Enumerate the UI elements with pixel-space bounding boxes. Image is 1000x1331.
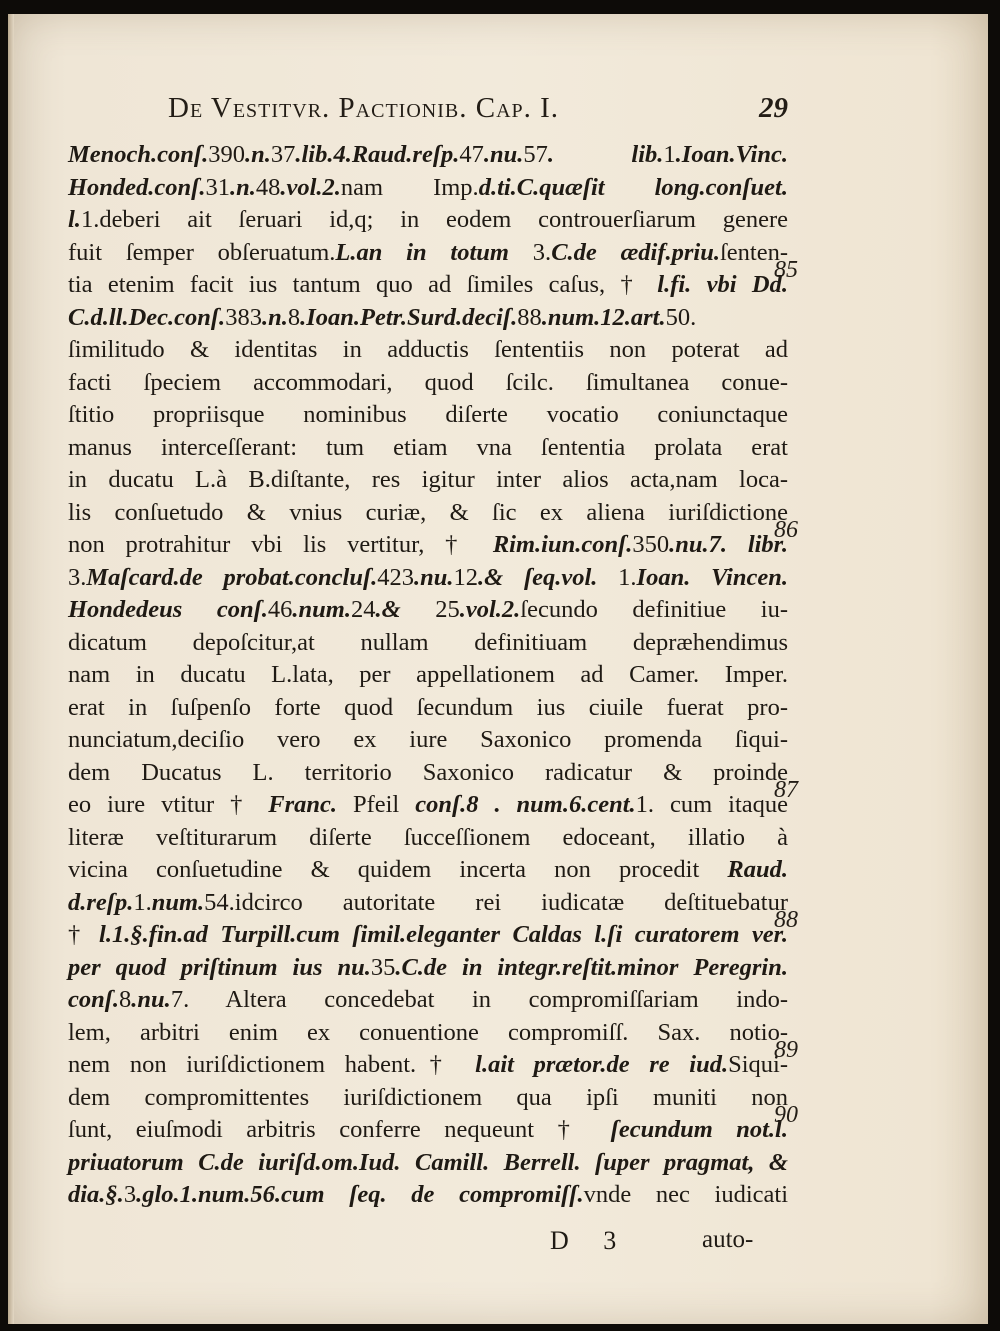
citation-segment: .n. xyxy=(261,303,288,331)
margin-number: 88 xyxy=(774,907,798,933)
citation-segment: .C.de in integr.reſtit.minor Peregrin. xyxy=(395,953,788,981)
page-footer xyxy=(8,1226,988,1266)
text-segment: 31 xyxy=(205,173,230,201)
text-segment: nunciatum,deciſio vero ex iure Saxonico promenda ſiqui- xyxy=(68,726,788,753)
citation-segment: Hondedeus conſ. xyxy=(68,596,268,623)
text-segment: dem compromittentes iuriſdictionem qua ipſi muniti non xyxy=(68,1083,788,1111)
text-line xyxy=(68,952,788,985)
text-segment: lem, arbitri enim ex conuentione compromiſſ. Sax. notio- xyxy=(68,1018,788,1046)
text-segment: dicatum depoſcitur,at nullam definitiuam depræhendimus xyxy=(68,628,788,656)
page-number: 29 xyxy=(759,92,788,124)
text-line xyxy=(68,334,788,367)
text-segment: nam Imp. xyxy=(340,173,479,201)
text-segment: 8 xyxy=(119,986,132,1013)
text-segment: Siqui- xyxy=(728,1051,789,1078)
text-segment: ſecundo definitiue iu- xyxy=(520,596,789,623)
margin-number: 89 xyxy=(774,1037,798,1063)
text-segment: fuit ſemper obſeruatum. xyxy=(68,238,336,266)
text-line xyxy=(68,1147,788,1180)
text-line xyxy=(68,1049,788,1082)
text-segment: 3 xyxy=(123,1181,137,1208)
text-segment: ſunt, eiuſmodi arbitris conferre nequeunt † xyxy=(68,1116,611,1143)
citation-segment: .n. xyxy=(229,173,256,201)
text-segment: 1. xyxy=(133,888,152,916)
citation-segment: Raud. xyxy=(727,856,788,883)
text-line xyxy=(68,919,788,952)
text-segment: lis conſuetudo & vnius curiæ, & ſic ex aliena iuriſdictione xyxy=(68,498,788,526)
citation-segment: l.ait prætor.de re iud. xyxy=(475,1051,729,1078)
citation-segment: Menoch.conſ. xyxy=(68,141,209,168)
citation-segment: ſecundum not.l. xyxy=(610,1116,788,1143)
citation-segment: Maſcard.de probat.concluſ. xyxy=(86,563,378,591)
text-line xyxy=(68,204,788,237)
citation-segment: .Ioan.Petr.Surd.deciſ. xyxy=(300,303,518,331)
text-segment: in ducatu L.à B.diſtante, res igitur inter alios acta,nam loca- xyxy=(68,466,788,493)
citation-segment: .glo.1.num.56.cum ſeq. de compromiſſ. xyxy=(136,1181,584,1208)
text-line xyxy=(68,1017,788,1050)
text-line xyxy=(68,594,788,627)
text-line xyxy=(68,854,788,887)
text-line xyxy=(68,789,788,822)
text-line xyxy=(68,1082,788,1115)
text-line xyxy=(68,887,788,920)
citation-segment: priuatorum C.de iuriſd.om.Iud. Camill. Berrell. ſuper pragmat, & xyxy=(68,1148,788,1176)
text-segment: Pfeil xyxy=(337,791,416,818)
text-segment: 7. Altera concedebat in compromiſſariam indo- xyxy=(170,986,788,1013)
citation-segment: l.fi. vbi Dd. xyxy=(657,271,788,298)
citation-segment: .lib.4.Raud.reſp. xyxy=(295,141,460,168)
citation-segment: .vol.2. xyxy=(459,596,521,623)
text-line xyxy=(68,1114,788,1147)
citation-segment: Rim.iun.conſ. xyxy=(492,531,633,558)
citation-segment: .nu. xyxy=(414,563,454,591)
text-line xyxy=(68,822,788,855)
page-edge xyxy=(8,14,14,1324)
text-segment: 423 xyxy=(377,563,415,591)
citation-segment: Ioan. Vincen. xyxy=(636,563,788,591)
text-line xyxy=(68,139,788,172)
citation-segment: .Ioan.Vinc. xyxy=(675,141,788,168)
margin-number: 85 xyxy=(774,257,798,283)
text-segment: 57 xyxy=(523,141,548,168)
text-segment: 390 xyxy=(208,141,245,168)
text-line xyxy=(68,627,788,660)
text-segment: facti ſpeciem accommodari, quod ſcilc. ſimultanea conue- xyxy=(68,368,788,396)
citation-segment: l. xyxy=(68,206,81,233)
text-segment: 46 xyxy=(267,596,293,623)
citation-segment: C.d.ll.Dec.conſ. xyxy=(68,303,226,331)
text-line xyxy=(68,529,788,562)
text-segment: 35 xyxy=(370,953,396,981)
text-line xyxy=(68,692,788,725)
text-line xyxy=(68,757,788,790)
text-segment: vnde nec iudicati xyxy=(583,1181,788,1208)
citation-segment: . lib. xyxy=(547,141,664,168)
citation-segment: C.de ædif.priu. xyxy=(551,238,720,266)
citation-segment: .& ſeq.vol. xyxy=(478,563,598,591)
citation-segment: .num.12.art. xyxy=(541,303,666,331)
text-segment: 88 xyxy=(517,303,542,331)
text-segment: tia etenim facit ius tantum quo ad ſimiles caſus, † xyxy=(68,271,658,298)
text-segment: 25 xyxy=(435,596,460,623)
citation-segment: conſ.8 . num.6.cent. xyxy=(415,791,636,818)
citation-segment: .vol.2. xyxy=(280,173,341,201)
text-line xyxy=(68,269,788,302)
text-segment: non protrahitur vbi lis vertitur, † xyxy=(68,531,493,558)
text-line xyxy=(68,237,788,270)
citation-segment: L.an in totum xyxy=(335,238,509,266)
citation-segment: Franc. xyxy=(268,791,337,818)
text-segment: ſtitio propriisque nominibus diſerte vocatio coniunctaque xyxy=(68,401,788,428)
citation-segment: .nu. xyxy=(483,141,524,168)
catchword: auto- xyxy=(702,1226,754,1253)
text-line xyxy=(68,432,788,465)
text-line xyxy=(68,497,788,530)
citation-segment: per quod priſtinum ius nu. xyxy=(68,953,371,981)
citation-segment: d.ti.C.quæſit long.conſuet. xyxy=(478,173,788,201)
citation-segment: dia.§. xyxy=(68,1181,124,1208)
running-title: De Vestitvr. Pactionib. Cap. I. xyxy=(168,92,560,124)
text-segment: vicina conſuetudine & quidem incerta non procedit xyxy=(68,856,728,883)
text-segment: 383 xyxy=(225,303,262,331)
citation-segment: num. xyxy=(151,888,205,916)
text-segment: nam in ducatu L.lata, per appellationem ad Camer. Imper. xyxy=(68,661,788,688)
text-line xyxy=(68,562,788,595)
text-segment: manus interceſſerant: tum etiam vna ſententia prolata erat xyxy=(68,433,788,461)
text-line xyxy=(68,659,788,692)
text-line xyxy=(68,724,788,757)
text-segment: nem non iuriſdictionem habent.† xyxy=(68,1051,476,1078)
text-line xyxy=(68,367,788,400)
signature-mark: D 3 xyxy=(550,1226,631,1255)
citation-segment: .nu.7. libr. xyxy=(669,531,788,558)
page-header xyxy=(168,90,788,130)
citation-segment: l.1.§.fin.ad Turpill.cum ſimil.eleganter Caldas l.ſi curatorem ver. xyxy=(99,921,788,948)
text-segment: 54.idcirco autoritate rei iudicatæ deſtituebatur xyxy=(204,888,788,916)
text-line xyxy=(68,1179,788,1212)
text-line xyxy=(68,302,788,335)
book-page xyxy=(8,14,988,1324)
text-segment: 1.deberi ait ſeruari id,q; in eodem controuerſiarum genere xyxy=(80,206,788,233)
text-segment: 1 xyxy=(663,141,676,168)
text-segment: † xyxy=(68,921,100,948)
text-segment: ſimilitudo & identitas in adductis ſententiis non poterat ad xyxy=(68,336,788,363)
citation-segment: .& xyxy=(375,596,436,623)
text-segment: 37 xyxy=(270,141,296,168)
citation-segment: .num. xyxy=(292,596,351,623)
citation-segment: Honded.conſ. xyxy=(68,173,206,201)
citation-segment: .n. xyxy=(244,141,271,168)
citation-segment: d.reſp. xyxy=(68,888,134,916)
body-text xyxy=(68,139,788,1212)
text-line xyxy=(68,984,788,1017)
text-segment: 50. xyxy=(665,303,697,331)
text-segment: ſenten- xyxy=(719,238,789,266)
text-segment: 3. xyxy=(68,563,87,591)
text-line xyxy=(68,464,788,497)
text-line xyxy=(68,172,788,205)
text-segment: 350 xyxy=(632,531,670,558)
text-segment: 1. xyxy=(597,563,637,591)
citation-segment: .nu. xyxy=(131,986,171,1013)
text-segment: 47 xyxy=(459,141,484,168)
text-segment: 3. xyxy=(508,238,552,266)
text-segment: literæ veſtiturarum diſerte ſucceſſionem edoceant, illatio à xyxy=(68,823,788,851)
text-line xyxy=(68,399,788,432)
text-segment: erat in ſuſpenſo forte quod ſecundum ius ciuile fuerat pro- xyxy=(68,693,788,721)
text-segment: 48 xyxy=(255,173,281,201)
margin-number: 86 xyxy=(774,517,798,543)
citation-segment: conſ. xyxy=(68,986,120,1013)
text-segment: 8 xyxy=(287,303,301,331)
margin-number: 87 xyxy=(774,777,798,803)
text-segment: 12 xyxy=(453,563,479,591)
text-segment: dem Ducatus L. territorio Saxonico radicatur & proinde xyxy=(68,758,788,786)
margin-number: 90 xyxy=(774,1102,798,1128)
text-segment: 24 xyxy=(350,596,376,623)
text-segment: 1. cum itaque xyxy=(635,791,788,818)
text-segment: eo iure vtitur † xyxy=(68,791,269,818)
